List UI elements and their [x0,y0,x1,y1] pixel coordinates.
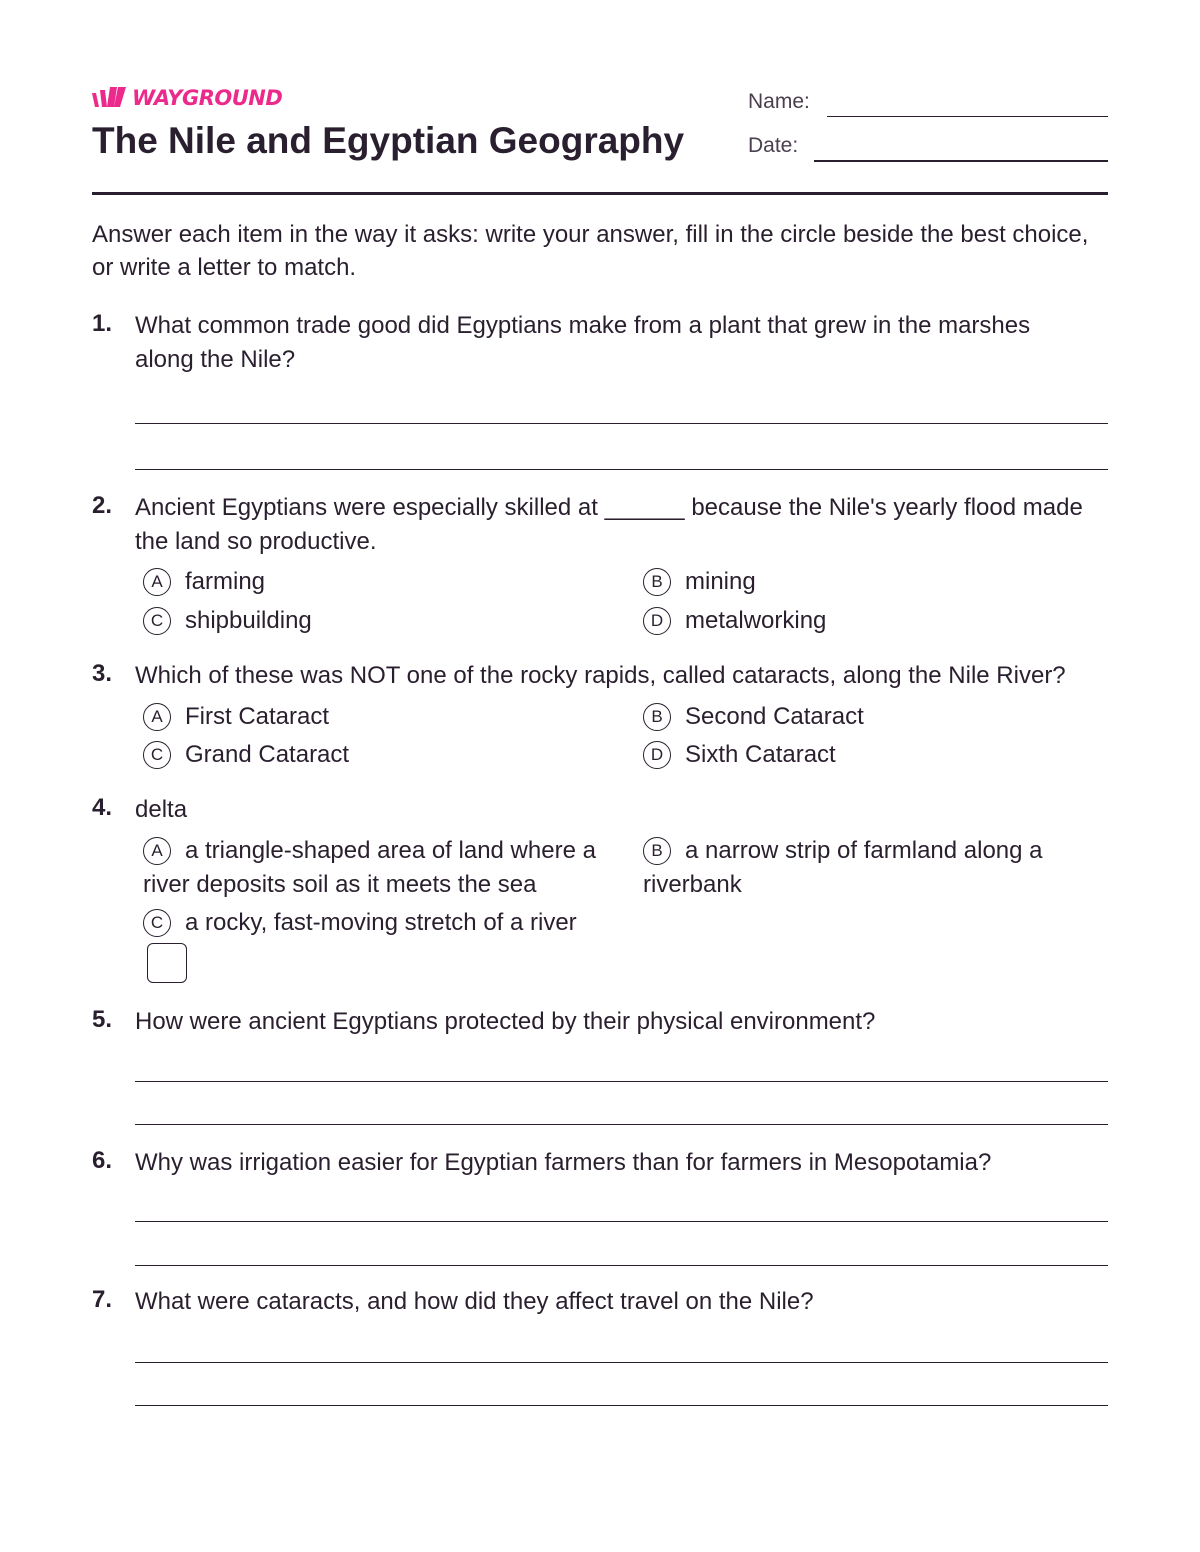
option-bubble[interactable]: B [643,837,671,865]
answer-line[interactable] [135,1221,1108,1222]
option-bubble[interactable]: B [643,703,671,731]
option-c[interactable] [143,738,349,772]
brand-name: WAYGROUND [132,86,283,110]
question-number: 3. [92,660,113,687]
option-text: Second Cataract [685,703,864,730]
option-bubble[interactable]: A [143,837,171,865]
option-text: Grand Cataract [185,741,350,768]
option-b[interactable] [643,565,756,599]
option-text: metalworking [685,607,827,634]
question-text: delta [135,796,188,823]
option-text: a rocky, fast-moving stretch of a river [185,909,577,936]
answer-line[interactable] [135,1405,1108,1406]
question-text: How were ancient Egyptians protected by their physical environment? [135,1008,876,1035]
option-b[interactable] [643,700,864,734]
option-c[interactable] [143,604,312,638]
answer-line[interactable] [135,469,1108,470]
answer-line[interactable] [135,423,1108,424]
option-a[interactable] [143,700,329,734]
option-bubble[interactable]: D [643,607,671,635]
name-label: Name: [748,90,810,113]
option-text: farming [185,568,266,595]
question-number: 2. [92,492,113,519]
option-text: a narrow strip of farmland along a riverbank [643,837,1043,898]
option-text: mining [685,568,756,595]
date-label: Date: [748,134,799,157]
question-text: Why was irrigation easier for Egyptian farmers than for farmers in Mesopotamia? [135,1149,992,1176]
name-field[interactable] [827,116,1108,117]
option-bubble[interactable]: A [143,568,171,596]
answer-line[interactable] [135,1265,1108,1266]
instructions: Answer each item in the way it asks: write your answer, fill in the circle beside the best choice, or write a letter to match. [92,221,1089,281]
question-number: 1. [92,310,113,337]
option-b[interactable] [643,834,1083,902]
option-bubble[interactable]: C [143,909,171,937]
page-title: The Nile and Egyptian Geography [92,120,685,161]
option-text: Sixth Cataract [685,741,836,768]
question-text: Which of these was NOT one of the rocky rapids, called cataracts, along the Nile River? [135,662,1066,689]
wayground-logo-icon [92,87,126,109]
question-number: 4. [92,794,113,821]
question-number: 5. [92,1006,113,1033]
question-number: 6. [92,1147,113,1174]
question-text: Ancient Egyptians were especially skilled at ______ because the Nile's yearly flood made the land so productive. [135,494,1083,555]
question-text: What common trade good did Egyptians make from a plant that grew in the marshes along the Nile? [135,312,1031,373]
option-d[interactable] [643,604,826,638]
header-divider [92,192,1108,195]
option-bubble[interactable]: B [643,568,671,596]
option-c[interactable] [143,906,577,940]
date-field[interactable] [814,160,1108,162]
option-bubble[interactable]: C [143,607,171,635]
answer-line[interactable] [135,1124,1108,1125]
option-a[interactable] [143,834,613,902]
option-a[interactable] [143,565,265,599]
answer-box[interactable] [147,943,187,983]
brand-logo [92,86,282,110]
option-text: a triangle-shaped area of land where a river deposits soil as it meets the sea [143,837,596,898]
option-bubble[interactable]: D [643,741,671,769]
answer-line[interactable] [135,1362,1108,1363]
option-text: First Cataract [185,703,330,730]
question-number: 7. [92,1286,113,1313]
option-bubble[interactable]: C [143,741,171,769]
question-text: What were cataracts, and how did they affect travel on the Nile? [135,1288,814,1315]
option-d[interactable] [643,738,836,772]
option-bubble[interactable]: A [143,703,171,731]
answer-line[interactable] [135,1081,1108,1082]
option-text: shipbuilding [185,607,312,634]
